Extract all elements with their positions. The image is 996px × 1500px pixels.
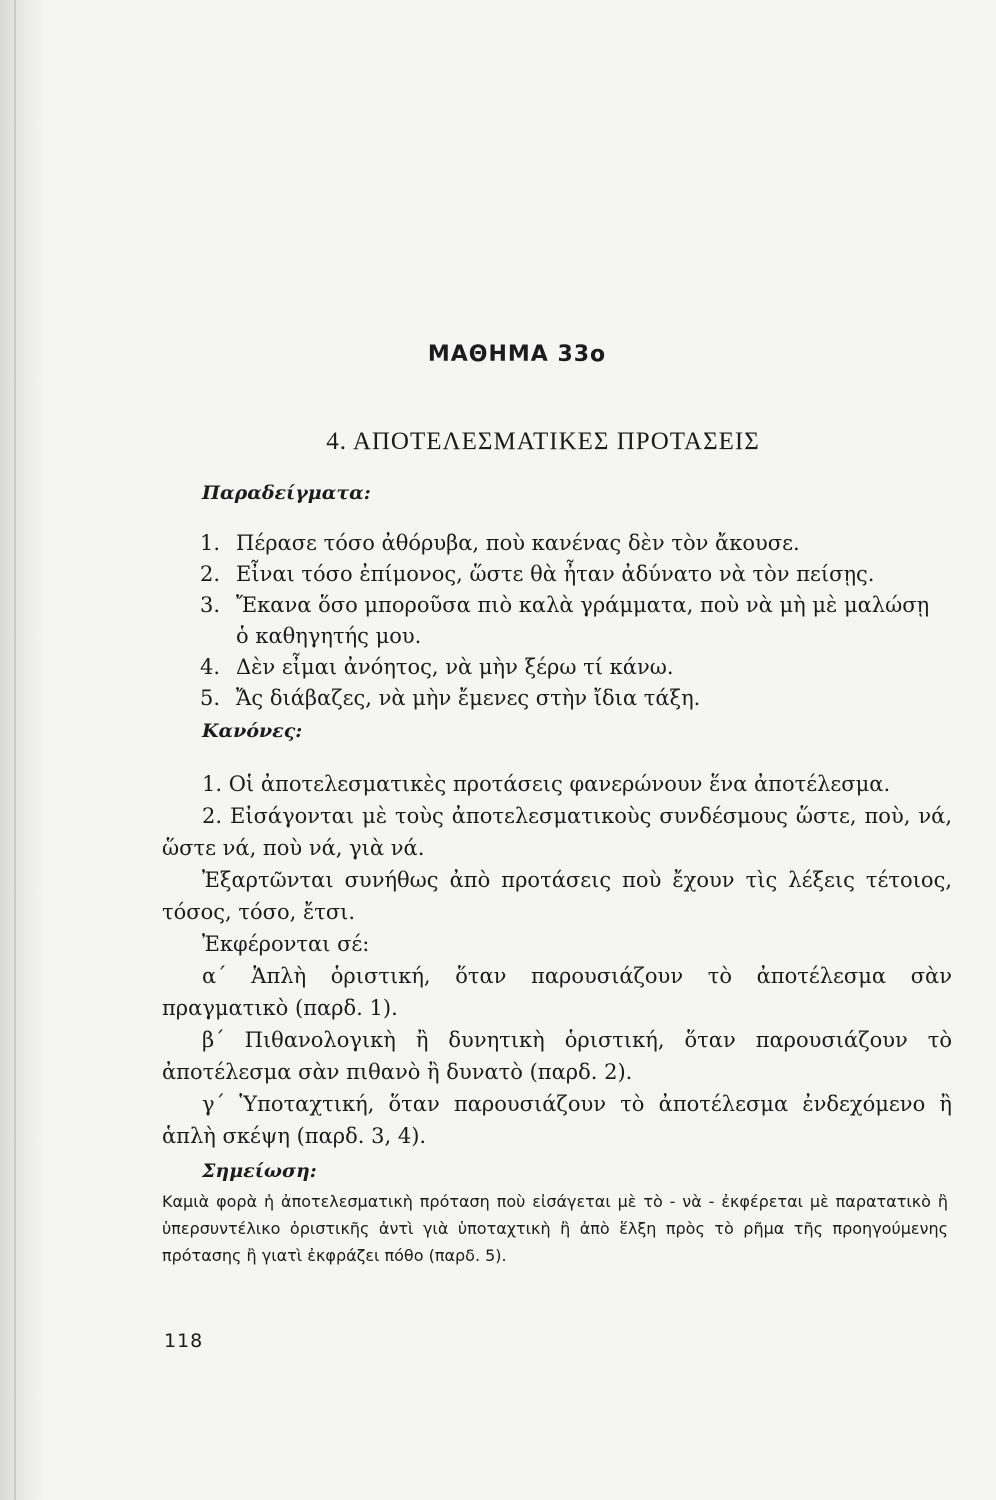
rule-paragraph: γ΄ Ὑποταχτική, ὅταν παρουσιάζουν τὸ ἀποτέλεσμα ἐνδεχόμενο ἢ ἁπλὴ σκέψη (παρδ. 3, 4).	[162, 1092, 952, 1148]
example-item	[200, 683, 940, 714]
example-number: 2.	[200, 562, 221, 586]
note-heading: Σημείωση:	[202, 1160, 317, 1182]
rule-paragraph: 2. Εἰσάγονται μὲ τοὺς ἀποτελεσματικοὺς συνδέσμους ὥστε, ποὺ, νά, ὥστε νά, ποὺ νά, γιὰ νά.	[162, 804, 952, 860]
note-text: Καμιὰ φορὰ ἡ ἀποτελεσματικὴ πρόταση ποὺ εἰσάγεται μὲ τὸ - νὰ - ἐκφέρεται μὲ παρατατικὸ ἢ ὑπερσυντέλικο ὁριστικῆς ἀντὶ γιὰ ὑποταχτικὴ ἢ ἀπὸ ἕλξη πρὸς τὸ ρῆμα τῆς προηγούμενης πρότασης ἢ γιατὶ ἐκφράζει πόθο (παρδ. 5).	[162, 1192, 948, 1265]
rules-heading: Κανόνες:	[202, 720, 303, 742]
page-number: 118	[164, 1330, 204, 1352]
example-text: Ἄς διάβαζες, νὰ μὴν ἔμενες στὴν ἴδια τάξη.	[236, 686, 701, 710]
rules-body	[162, 768, 952, 1152]
example-number: 5.	[200, 686, 221, 710]
rule-paragraph: β΄ Πιθανολογικὴ ἢ δυνητικὴ ὁριστική, ὅταν παρουσιάζουν τὸ ἀποτέλεσμα σὰν πιθανὸ ἢ δυνατὸ (παρδ. 2).	[162, 1028, 952, 1084]
example-number: 1.	[200, 531, 221, 555]
rule-paragraph: α΄ Ἁπλὴ ὁριστική, ὅταν παρουσιάζουν τὸ ἀποτέλεσμα σὰν πραγματικὸ (παρδ. 1).	[162, 964, 952, 1020]
lesson-title: ΜΑΘΗΜΑ 33ο	[427, 342, 607, 367]
example-item	[200, 528, 940, 559]
examples-list	[200, 528, 940, 714]
example-item	[200, 559, 940, 590]
example-text: Πέρασε τόσο ἀθόρυβα, ποὺ κανένας δὲν τὸν ἄκουσε.	[236, 531, 800, 555]
example-item	[200, 590, 940, 652]
example-text: Δὲν εἶμαι ἀνόητος, νὰ μὴν ξέρω τί κάνω.	[236, 655, 674, 679]
example-number: 3.	[200, 593, 221, 617]
page-binding-edge	[0, 0, 44, 1500]
section-title: 4. ΑΠΟΤΕΛΕΣΜΑΤΙΚΕΣ ΠΡΟΤΑΣΕΙΣ	[326, 428, 760, 455]
example-text: Εἶναι τόσο ἐπίμονος, ὥστε θὰ ἦταν ἀδύνατο νὰ τὸν πείσῃς.	[236, 562, 875, 586]
rule-paragraph: 1. Οἱ ἀποτελεσματικὲς προτάσεις φανερώνουν ἕνα ἀποτέλεσμα.	[202, 772, 891, 796]
page-binding-line	[14, 0, 16, 1500]
example-item	[200, 652, 940, 683]
example-text: Ἔκανα ὅσο μποροῦσα πιὸ καλὰ γράμματα, ποὺ νὰ μὴ μὲ μαλώσῃ ὁ καθηγητής μου.	[236, 593, 930, 648]
example-number: 4.	[200, 655, 221, 679]
rule-paragraph: Ἐξαρτῶνται συνήθως ἀπὸ προτάσεις ποὺ ἔχουν τὶς λέξεις τέτοιος, τόσος, τόσο, ἔτσι.	[162, 868, 952, 924]
examples-heading: Παραδείγματα:	[202, 482, 371, 504]
rule-paragraph: Ἐκφέρονται σέ:	[202, 932, 370, 956]
